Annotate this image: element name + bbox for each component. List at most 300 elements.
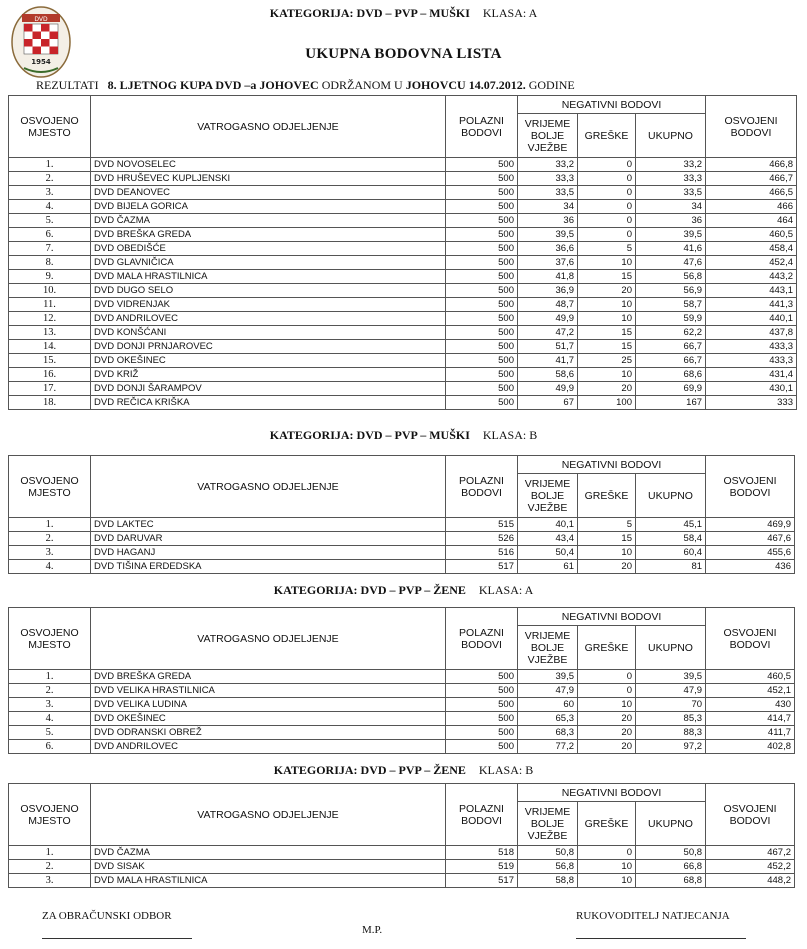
table-row [9, 284, 797, 298]
cell-unit: DVD BREŠKA GREDA [91, 228, 446, 242]
cell-errors: 25 [578, 354, 636, 368]
cell-place: 2. [9, 684, 91, 698]
category-heading-3 [0, 583, 807, 598]
page-title: UKUPNA BODOVNA LISTA [305, 46, 502, 62]
header-total: UKUPNO [636, 802, 706, 846]
cell-time: 58,8 [518, 874, 578, 888]
header-negative-points: NEGATIVNI BODOVI [518, 456, 706, 474]
cell-total: 66,7 [636, 354, 706, 368]
cell-won: 402,8 [706, 740, 795, 754]
cell-total: 81 [636, 560, 706, 574]
cell-total: 47,9 [636, 684, 706, 698]
table-row [9, 172, 797, 186]
header-place: OSVOJENO MJESTO [9, 608, 91, 670]
cell-won: 443,1 [706, 284, 797, 298]
cell-won: 467,6 [706, 532, 795, 546]
klasa-label: KLASA: A [482, 6, 538, 20]
table-row [9, 242, 797, 256]
cell-time: 37,6 [518, 256, 578, 270]
header-total: UKUPNO [636, 474, 706, 518]
table-row [9, 546, 795, 560]
header-won-points: OSVOJENI BODOVI [706, 784, 795, 846]
cell-errors: 10 [578, 368, 636, 382]
table-row [9, 200, 797, 214]
cell-unit: DVD SISAK [91, 860, 446, 874]
cell-unit: DVD DARUVAR [91, 532, 446, 546]
cell-start: 500 [446, 726, 518, 740]
cell-unit: DVD ČAZMA [91, 214, 446, 228]
cell-time: 58,6 [518, 368, 578, 382]
cell-total: 70 [636, 698, 706, 712]
cell-total: 69,9 [636, 382, 706, 396]
cell-start: 500 [446, 158, 518, 172]
klasa-label: KLASA: B [478, 763, 534, 777]
cell-unit: DVD DONJI PRNJAROVEC [91, 340, 446, 354]
table-row [9, 270, 797, 284]
cell-start: 500 [446, 396, 518, 410]
cell-start: 500 [446, 284, 518, 298]
cell-time: 47,9 [518, 684, 578, 698]
header-won-points: OSVOJENI BODOVI [706, 96, 797, 158]
cell-start: 500 [446, 270, 518, 284]
cell-place: 14. [9, 340, 91, 354]
table-row [9, 228, 797, 242]
cell-total: 167 [636, 396, 706, 410]
subtitle-prefix: REZULTATI [36, 78, 99, 92]
cell-won: 441,3 [706, 298, 797, 312]
table-row [9, 712, 795, 726]
header-unit: VATROGASNO ODJELJENJE [91, 456, 446, 518]
category-heading-2 [0, 428, 807, 443]
event-subtitle [36, 78, 575, 93]
header-time: VRIJEME BOLJE VJEŽBE [518, 474, 578, 518]
cell-place: 9. [9, 270, 91, 284]
cell-unit: DVD BREŠKA GREDA [91, 670, 446, 684]
table-row [9, 670, 795, 684]
cell-won: 452,2 [706, 860, 795, 874]
header-unit: VATROGASNO ODJELJENJE [91, 784, 446, 846]
cell-errors: 10 [578, 874, 636, 888]
header-negative-points: NEGATIVNI BODOVI [518, 96, 706, 114]
cell-unit: DVD VELIKA HRASTILNICA [91, 684, 446, 698]
cell-start: 516 [446, 546, 518, 560]
cell-time: 43,4 [518, 532, 578, 546]
cell-start: 519 [446, 860, 518, 874]
logo-text: DVD [34, 16, 48, 23]
cell-time: 56,8 [518, 860, 578, 874]
cell-start: 500 [446, 670, 518, 684]
cell-errors: 0 [578, 172, 636, 186]
signature-line-right [576, 938, 746, 939]
footer-stamp-label: M.P. [362, 924, 383, 936]
cell-unit: DVD ANDRILOVEC [91, 740, 446, 754]
cell-won: 437,8 [706, 326, 797, 340]
cell-place: 2. [9, 860, 91, 874]
cell-won: 466,8 [706, 158, 797, 172]
cell-unit: DVD KONŠĆANI [91, 326, 446, 340]
header-time: VRIJEME BOLJE VJEŽBE [518, 802, 578, 846]
category-label: KATEGORIJA: DVD – PVP – ŽENE [273, 763, 466, 777]
cell-won: 469,9 [706, 518, 795, 532]
cell-won: 452,1 [706, 684, 795, 698]
cell-place: 1. [9, 670, 91, 684]
cell-errors: 15 [578, 340, 636, 354]
header-start-points: POLAZNI BODOVI [446, 784, 518, 846]
cell-place: 8. [9, 256, 91, 270]
cell-won: 440,1 [706, 312, 797, 326]
cell-start: 500 [446, 698, 518, 712]
cell-place: 5. [9, 214, 91, 228]
table-row [9, 846, 795, 860]
cell-errors: 10 [578, 312, 636, 326]
cell-errors: 0 [578, 228, 636, 242]
cell-start: 500 [446, 326, 518, 340]
cell-time: 49,9 [518, 312, 578, 326]
cell-start: 500 [446, 200, 518, 214]
category-heading-4 [0, 763, 807, 778]
header-total: UKUPNO [636, 114, 706, 158]
cell-start: 500 [446, 340, 518, 354]
cell-won: 430,1 [706, 382, 797, 396]
cell-won: 466 [706, 200, 797, 214]
subtitle-middle: ODRŽANOM U [321, 78, 403, 92]
cell-won: 430 [706, 698, 795, 712]
cell-unit: DVD DEANOVEC [91, 186, 446, 200]
cell-unit: DVD BIJELA GORICA [91, 200, 446, 214]
cell-errors: 20 [578, 560, 636, 574]
cell-unit: DVD ČAZMA [91, 846, 446, 860]
cell-place: 3. [9, 698, 91, 712]
cell-errors: 20 [578, 712, 636, 726]
cell-start: 500 [446, 684, 518, 698]
cell-total: 56,9 [636, 284, 706, 298]
cell-place: 6. [9, 740, 91, 754]
cell-start: 517 [446, 874, 518, 888]
cell-total: 68,6 [636, 368, 706, 382]
subtitle-suffix: GODINE [528, 78, 575, 92]
header-place: OSVOJENO MJESTO [9, 456, 91, 518]
cell-unit: DVD MALA HRASTILNICA [91, 270, 446, 284]
klasa-label: KLASA: B [482, 428, 538, 442]
header-place: OSVOJENO MJESTO [9, 96, 91, 158]
cell-time: 77,2 [518, 740, 578, 754]
table-row [9, 368, 797, 382]
cell-time: 36,9 [518, 284, 578, 298]
cell-place: 1. [9, 846, 91, 860]
cell-time: 47,2 [518, 326, 578, 340]
cell-errors: 0 [578, 186, 636, 200]
cell-place: 17. [9, 382, 91, 396]
cell-unit: DVD ANDRILOVEC [91, 312, 446, 326]
cell-place: 4. [9, 200, 91, 214]
cell-unit: DVD MALA HRASTILNICA [91, 874, 446, 888]
results-table-4 [8, 783, 795, 888]
cell-errors: 20 [578, 284, 636, 298]
cell-unit: DVD KRIŽ [91, 368, 446, 382]
cell-errors: 20 [578, 740, 636, 754]
cell-time: 36,6 [518, 242, 578, 256]
table-row [9, 726, 795, 740]
table-row [9, 860, 795, 874]
cell-start: 500 [446, 172, 518, 186]
cell-errors: 15 [578, 532, 636, 546]
cell-place: 2. [9, 172, 91, 186]
cell-errors: 0 [578, 200, 636, 214]
cell-time: 39,5 [518, 228, 578, 242]
header-errors: GREŠKE [578, 474, 636, 518]
table-row [9, 214, 797, 228]
cell-total: 68,8 [636, 874, 706, 888]
cell-time: 40,1 [518, 518, 578, 532]
cell-errors: 20 [578, 726, 636, 740]
cell-won: 414,7 [706, 712, 795, 726]
cell-total: 62,2 [636, 326, 706, 340]
cell-unit: DVD VIDRENJAK [91, 298, 446, 312]
cell-errors: 0 [578, 158, 636, 172]
cell-unit: DVD TIŠINA ERDEDSKA [91, 560, 446, 574]
cell-total: 33,2 [636, 158, 706, 172]
cell-place: 4. [9, 712, 91, 726]
cell-errors: 10 [578, 546, 636, 560]
cell-place: 6. [9, 228, 91, 242]
cell-start: 500 [446, 354, 518, 368]
cell-time: 65,3 [518, 712, 578, 726]
cell-start: 500 [446, 214, 518, 228]
cell-place: 2. [9, 532, 91, 546]
cell-time: 50,8 [518, 846, 578, 860]
table-row [9, 340, 797, 354]
cell-place: 13. [9, 326, 91, 340]
table-row [9, 874, 795, 888]
cell-start: 518 [446, 846, 518, 860]
table-row [9, 740, 795, 754]
table-row [9, 684, 795, 698]
cell-start: 500 [446, 242, 518, 256]
cell-place: 15. [9, 354, 91, 368]
cell-errors: 20 [578, 382, 636, 396]
cell-errors: 15 [578, 326, 636, 340]
cell-total: 58,4 [636, 532, 706, 546]
cell-total: 41,6 [636, 242, 706, 256]
signature-line-left [42, 938, 192, 939]
table-row [9, 396, 797, 410]
cell-total: 88,3 [636, 726, 706, 740]
cell-won: 436 [706, 560, 795, 574]
cell-unit: DVD NOVOSELEC [91, 158, 446, 172]
cell-total: 56,8 [636, 270, 706, 284]
cell-errors: 10 [578, 860, 636, 874]
header-negative-points: NEGATIVNI BODOVI [518, 608, 706, 626]
cell-won: 443,2 [706, 270, 797, 284]
table-row [9, 698, 795, 712]
cell-time: 41,7 [518, 354, 578, 368]
header-place: OSVOJENO MJESTO [9, 784, 91, 846]
cell-won: 333 [706, 396, 797, 410]
cell-time: 33,5 [518, 186, 578, 200]
cell-start: 517 [446, 560, 518, 574]
cell-unit: DVD DUGO SELO [91, 284, 446, 298]
table-row [9, 518, 795, 532]
cell-total: 39,5 [636, 670, 706, 684]
header-errors: GREŠKE [578, 802, 636, 846]
cell-start: 515 [446, 518, 518, 532]
cell-total: 47,6 [636, 256, 706, 270]
table-row [9, 326, 797, 340]
cell-errors: 10 [578, 298, 636, 312]
cell-time: 68,3 [518, 726, 578, 740]
cell-place: 18. [9, 396, 91, 410]
cell-total: 33,3 [636, 172, 706, 186]
cell-total: 33,5 [636, 186, 706, 200]
table-row [9, 560, 795, 574]
footer-committee-label: ZA OBRAČUNSKI ODBOR [42, 910, 172, 922]
cell-place: 12. [9, 312, 91, 326]
cell-errors: 0 [578, 214, 636, 228]
cell-time: 51,7 [518, 340, 578, 354]
subtitle-event: 8. LJETNOG KUPA DVD –a JOHOVEC [107, 78, 319, 92]
cell-errors: 0 [578, 670, 636, 684]
cell-total: 50,8 [636, 846, 706, 860]
cell-total: 97,2 [636, 740, 706, 754]
cell-time: 33,3 [518, 172, 578, 186]
header-errors: GREŠKE [578, 114, 636, 158]
cell-total: 66,8 [636, 860, 706, 874]
cell-unit: DVD LAKTEC [91, 518, 446, 532]
header-start-points: POLAZNI BODOVI [446, 96, 518, 158]
category-label: KATEGORIJA: DVD – PVP – MUŠKI [269, 6, 470, 20]
cell-place: 4. [9, 560, 91, 574]
cell-start: 500 [446, 256, 518, 270]
cell-place: 11. [9, 298, 91, 312]
header-won-points: OSVOJENI BODOVI [706, 456, 795, 518]
cell-time: 49,9 [518, 382, 578, 396]
cell-time: 36 [518, 214, 578, 228]
cell-unit: DVD HRUŠEVEC KUPLJENSKI [91, 172, 446, 186]
cell-unit: DVD OKEŠINEC [91, 712, 446, 726]
cell-won: 448,2 [706, 874, 795, 888]
table-row [9, 382, 797, 396]
cell-errors: 5 [578, 518, 636, 532]
cell-won: 411,7 [706, 726, 795, 740]
header-won-points: OSVOJENI BODOVI [706, 608, 795, 670]
header-total: UKUPNO [636, 626, 706, 670]
cell-unit: DVD HAGANJ [91, 546, 446, 560]
table-row [9, 256, 797, 270]
cell-total: 45,1 [636, 518, 706, 532]
header-negative-points: NEGATIVNI BODOVI [518, 784, 706, 802]
category-label: KATEGORIJA: DVD – PVP – ŽENE [273, 583, 466, 597]
cell-start: 500 [446, 228, 518, 242]
cell-errors: 0 [578, 846, 636, 860]
cell-total: 58,7 [636, 298, 706, 312]
cell-start: 500 [446, 712, 518, 726]
cell-place: 1. [9, 518, 91, 532]
cell-unit: DVD DONJI ŠARAMPOV [91, 382, 446, 396]
header-unit: VATROGASNO ODJELJENJE [91, 608, 446, 670]
cell-errors: 100 [578, 396, 636, 410]
category-heading-1 [0, 6, 807, 21]
cell-total: 59,9 [636, 312, 706, 326]
table-row [9, 354, 797, 368]
cell-unit: DVD ODRANSKI OBREŽ [91, 726, 446, 740]
table-row [9, 532, 795, 546]
cell-place: 1. [9, 158, 91, 172]
cell-unit: DVD OKEŠINEC [91, 354, 446, 368]
cell-place: 5. [9, 726, 91, 740]
category-label: KATEGORIJA: DVD – PVP – MUŠKI [269, 428, 470, 442]
footer-manager-label: RUKOVODITELJ NATJECANJA [576, 910, 730, 922]
cell-unit: DVD REČICA KRIŠKA [91, 396, 446, 410]
header-unit: VATROGASNO ODJELJENJE [91, 96, 446, 158]
cell-errors: 0 [578, 684, 636, 698]
cell-unit: DVD VELIKA LUDINA [91, 698, 446, 712]
header-errors: GREŠKE [578, 626, 636, 670]
cell-start: 500 [446, 740, 518, 754]
cell-start: 500 [446, 368, 518, 382]
cell-time: 67 [518, 396, 578, 410]
cell-time: 34 [518, 200, 578, 214]
cell-errors: 10 [578, 698, 636, 712]
cell-won: 452,4 [706, 256, 797, 270]
cell-start: 500 [446, 312, 518, 326]
cell-won: 460,5 [706, 670, 795, 684]
cell-errors: 10 [578, 256, 636, 270]
results-table-3 [8, 607, 795, 754]
cell-total: 39,5 [636, 228, 706, 242]
cell-total: 36 [636, 214, 706, 228]
header-time: VRIJEME BOLJE VJEŽBE [518, 626, 578, 670]
header-start-points: POLAZNI BODOVI [446, 608, 518, 670]
cell-errors: 5 [578, 242, 636, 256]
cell-total: 34 [636, 200, 706, 214]
cell-won: 464 [706, 214, 797, 228]
cell-won: 458,4 [706, 242, 797, 256]
cell-time: 33,2 [518, 158, 578, 172]
cell-won: 466,5 [706, 186, 797, 200]
klasa-label: KLASA: A [478, 583, 534, 597]
table-row [9, 298, 797, 312]
cell-start: 500 [446, 382, 518, 396]
cell-time: 48,7 [518, 298, 578, 312]
cell-won: 433,3 [706, 354, 797, 368]
cell-place: 10. [9, 284, 91, 298]
results-table-1 [8, 95, 797, 410]
cell-won: 433,3 [706, 340, 797, 354]
table-row [9, 312, 797, 326]
cell-place: 3. [9, 186, 91, 200]
cell-unit: DVD OBEDIŠĆE [91, 242, 446, 256]
logo-year: 1954 [31, 58, 51, 66]
table-row [9, 158, 797, 172]
cell-time: 61 [518, 560, 578, 574]
cell-total: 60,4 [636, 546, 706, 560]
subtitle-place-date: JOHOVCU 14.07.2012. [405, 78, 526, 92]
cell-won: 466,7 [706, 172, 797, 186]
cell-errors: 15 [578, 270, 636, 284]
cell-start: 500 [446, 186, 518, 200]
cell-place: 3. [9, 874, 91, 888]
cell-total: 85,3 [636, 712, 706, 726]
cell-start: 526 [446, 532, 518, 546]
cell-unit: DVD GLAVNIČICA [91, 256, 446, 270]
cell-time: 50,4 [518, 546, 578, 560]
cell-time: 41,8 [518, 270, 578, 284]
cell-won: 455,6 [706, 546, 795, 560]
cell-won: 431,4 [706, 368, 797, 382]
cell-start: 500 [446, 298, 518, 312]
cell-place: 7. [9, 242, 91, 256]
results-table-2 [8, 455, 795, 574]
